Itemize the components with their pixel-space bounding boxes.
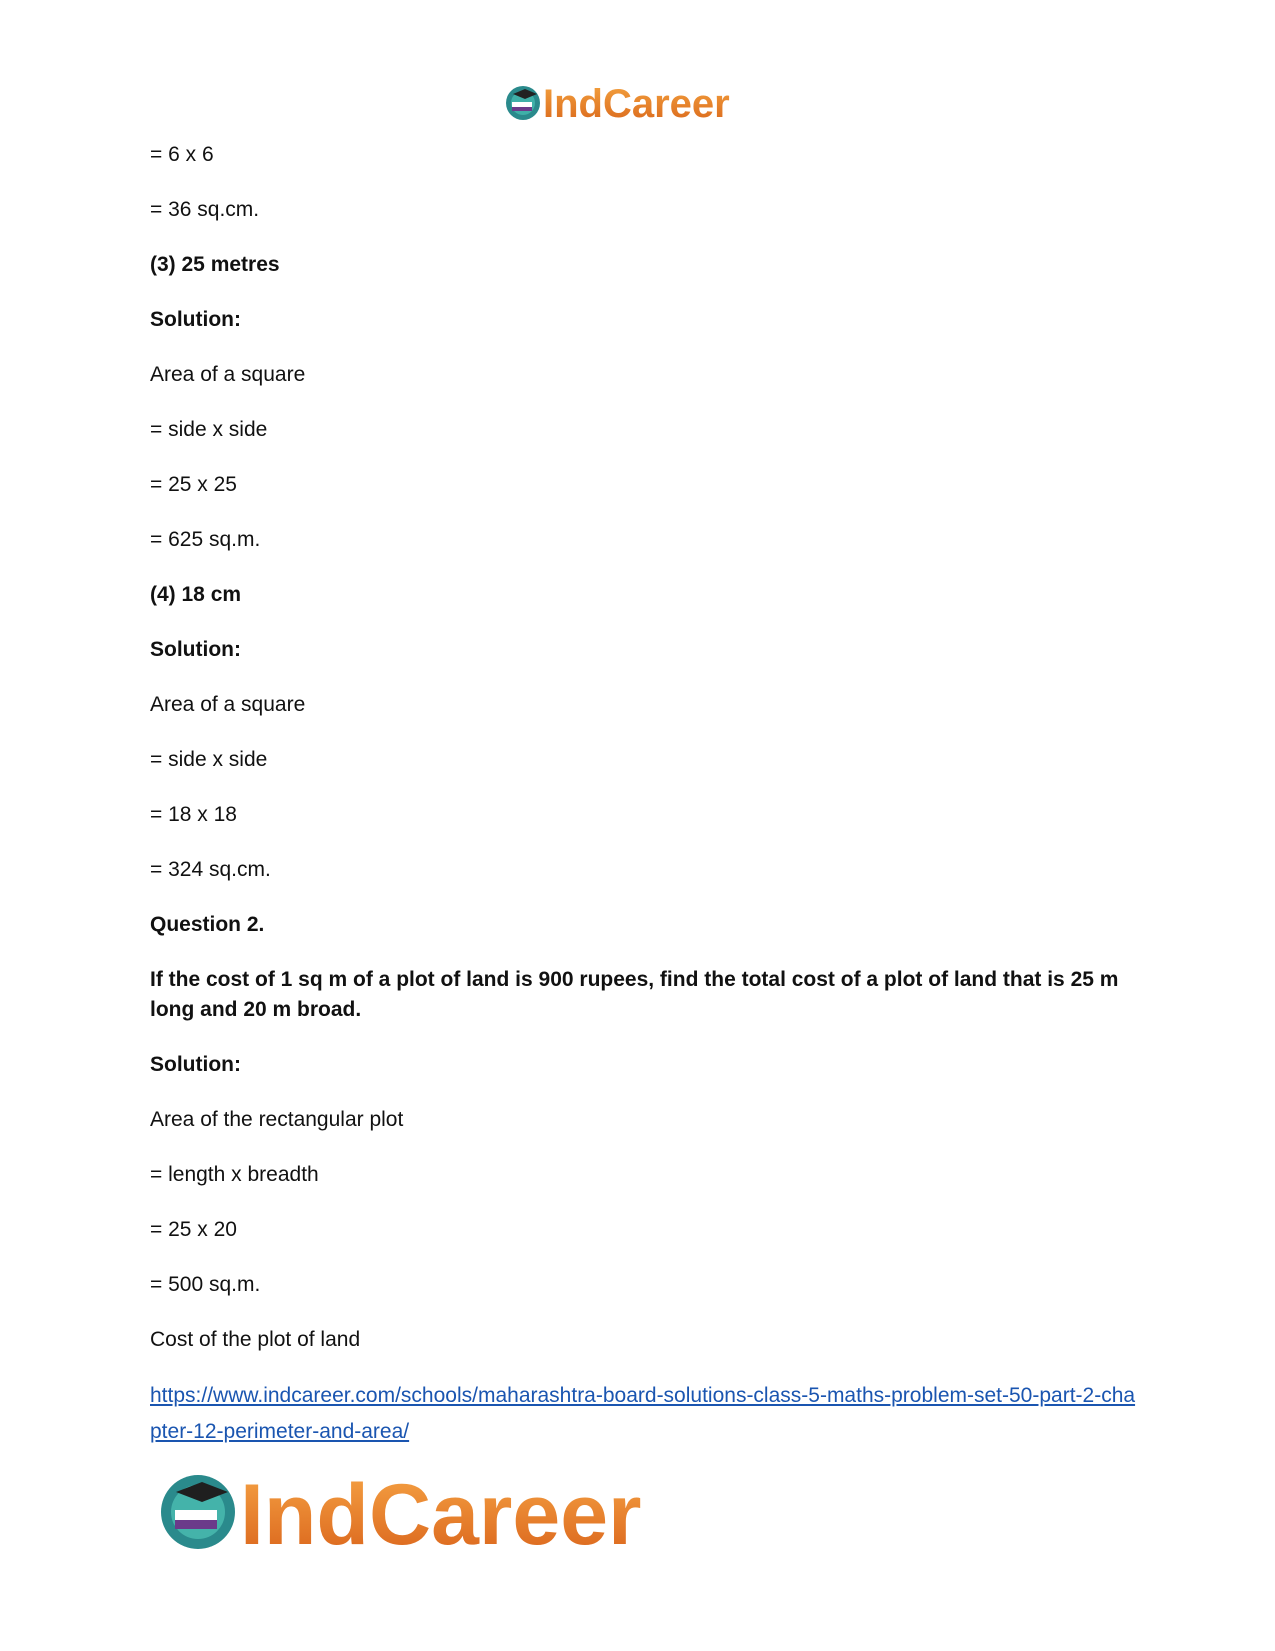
text-line: = 500 sq.m. bbox=[150, 1273, 261, 1296]
text-line: = side x side bbox=[150, 748, 268, 771]
text-line: Cost of the plot of land bbox=[150, 1328, 361, 1351]
text-line: = length x breadth bbox=[150, 1163, 319, 1186]
indcareer-logo-icon bbox=[503, 78, 773, 128]
bold-text-line: Solution: bbox=[150, 1053, 241, 1076]
text-line: Area of a square bbox=[150, 363, 306, 386]
text-line: Area of a square bbox=[150, 693, 306, 716]
bold-text-line: Solution: bbox=[150, 308, 241, 331]
text-line: = 6 x 6 bbox=[150, 143, 214, 166]
bold-text-line: (4) 18 cm bbox=[150, 583, 242, 606]
bold-text-line: Question 2. bbox=[150, 913, 265, 936]
text-line: Area of the rectangular plot bbox=[150, 1108, 404, 1131]
logo-wordmark-large: IndCareer bbox=[240, 1467, 642, 1562]
bold-text-line: (3) 25 metres bbox=[150, 253, 280, 276]
bold-text-line: Solution: bbox=[150, 638, 241, 661]
document-body bbox=[150, 140, 1140, 1450]
text-line: = 25 x 20 bbox=[150, 1218, 237, 1241]
bold-text-line: If the cost of 1 sq m of a plot of land is 900 rupees, find the total cost of a plot of land that is 25 m long and 20 m broad. bbox=[150, 968, 1119, 1021]
logo-wordmark: IndCareer bbox=[542, 82, 730, 126]
text-line: = 18 x 18 bbox=[150, 803, 237, 826]
footer-logo bbox=[158, 1462, 698, 1562]
text-line: = 324 sq.cm. bbox=[150, 858, 271, 881]
source-url-link[interactable]: https://www.indcareer.com/schools/maharashtra-board-solutions-class-5-maths-problem-set-50-part-2-chapter-12-perimeter-and-area/ bbox=[150, 1384, 1136, 1443]
text-line: = 625 sq.m. bbox=[150, 528, 261, 551]
header-logo bbox=[0, 78, 1275, 128]
text-line: = side x side bbox=[150, 418, 268, 441]
indcareer-logo-large-icon bbox=[158, 1462, 698, 1562]
text-line: = 25 x 25 bbox=[150, 473, 237, 496]
text-line: = 36 sq.cm. bbox=[150, 198, 260, 221]
